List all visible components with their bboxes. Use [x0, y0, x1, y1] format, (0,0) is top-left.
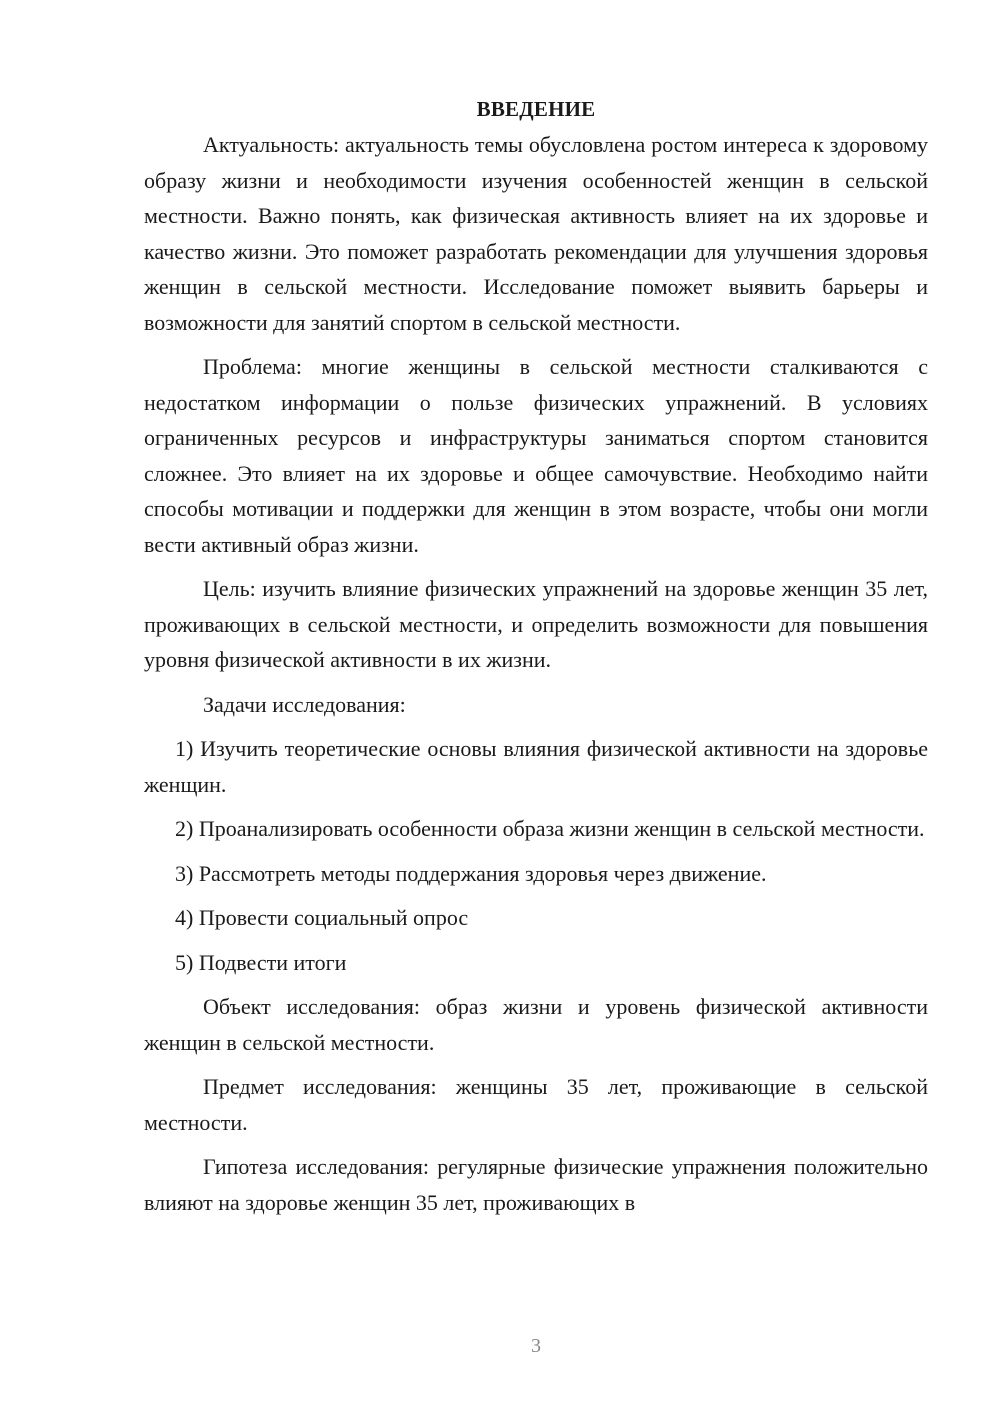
tasks-label: Задачи исследования: — [203, 691, 406, 717]
task-item-1: 1) Изучить теоретические основы влияния физической активности на здоровье женщин. — [144, 736, 928, 797]
page-number: 3 — [531, 1335, 541, 1357]
task-item-3: 3) Рассмотреть методы поддержания здоровья через движение. — [175, 860, 767, 886]
document-body — [144, 92, 928, 1229]
task-item-4: 4) Провести социальный опрос — [175, 905, 469, 930]
subject-paragraph: Предмет исследования: женщины 35 лет, проживающие в сельской местности. — [144, 1074, 928, 1135]
relevance-paragraph: Актуальность: актуальность темы обусловлена ростом интереса к здоровому образу жизни и необходимости изучения особенностей женщин в сельской местности. Важно понять, как физическая активность влияет на их здоровье и качество жизни. Это поможет разработать рекомендации для улучшения здоровья женщин в сельской местности. Исследование поможет выявить барьеры и возможности для занятий спортом в сельской местности. — [144, 132, 928, 335]
object-paragraph: Объект исследования: образ жизни и уровень физической активности женщин в сельской местности. — [144, 994, 928, 1055]
hypothesis-paragraph: Гипотеза исследования: регулярные физические упражнения положительно влияют на здоровье женщин 35 лет, проживающих в — [144, 1154, 928, 1215]
goal-paragraph: Цель: изучить влияние физических упражнений на здоровье женщин 35 лет, проживающих в сельской местности, и определить возможности для повышения уровня физической активности в их жизни. — [144, 576, 928, 672]
task-item-5: 5) Подвести итоги — [175, 949, 347, 975]
task-item-2: 2) Проанализировать особенности образа жизни женщин в сельской местности. — [175, 816, 925, 841]
section-heading: ВВЕДЕНИЕ — [476, 97, 596, 121]
problem-paragraph: Проблема: многие женщины в сельской местности сталкиваются с недостатком информации о пользе физических упражнений. В условиях ограниченных ресурсов и инфраструктуры заниматься спортом становится сложнее. Это влияет на их здоровье и общее самочувствие. Необходимо найти способы мотивации и поддержки для женщин в этом возрасте, чтобы они могли вести активный образ жизни. — [144, 354, 928, 557]
